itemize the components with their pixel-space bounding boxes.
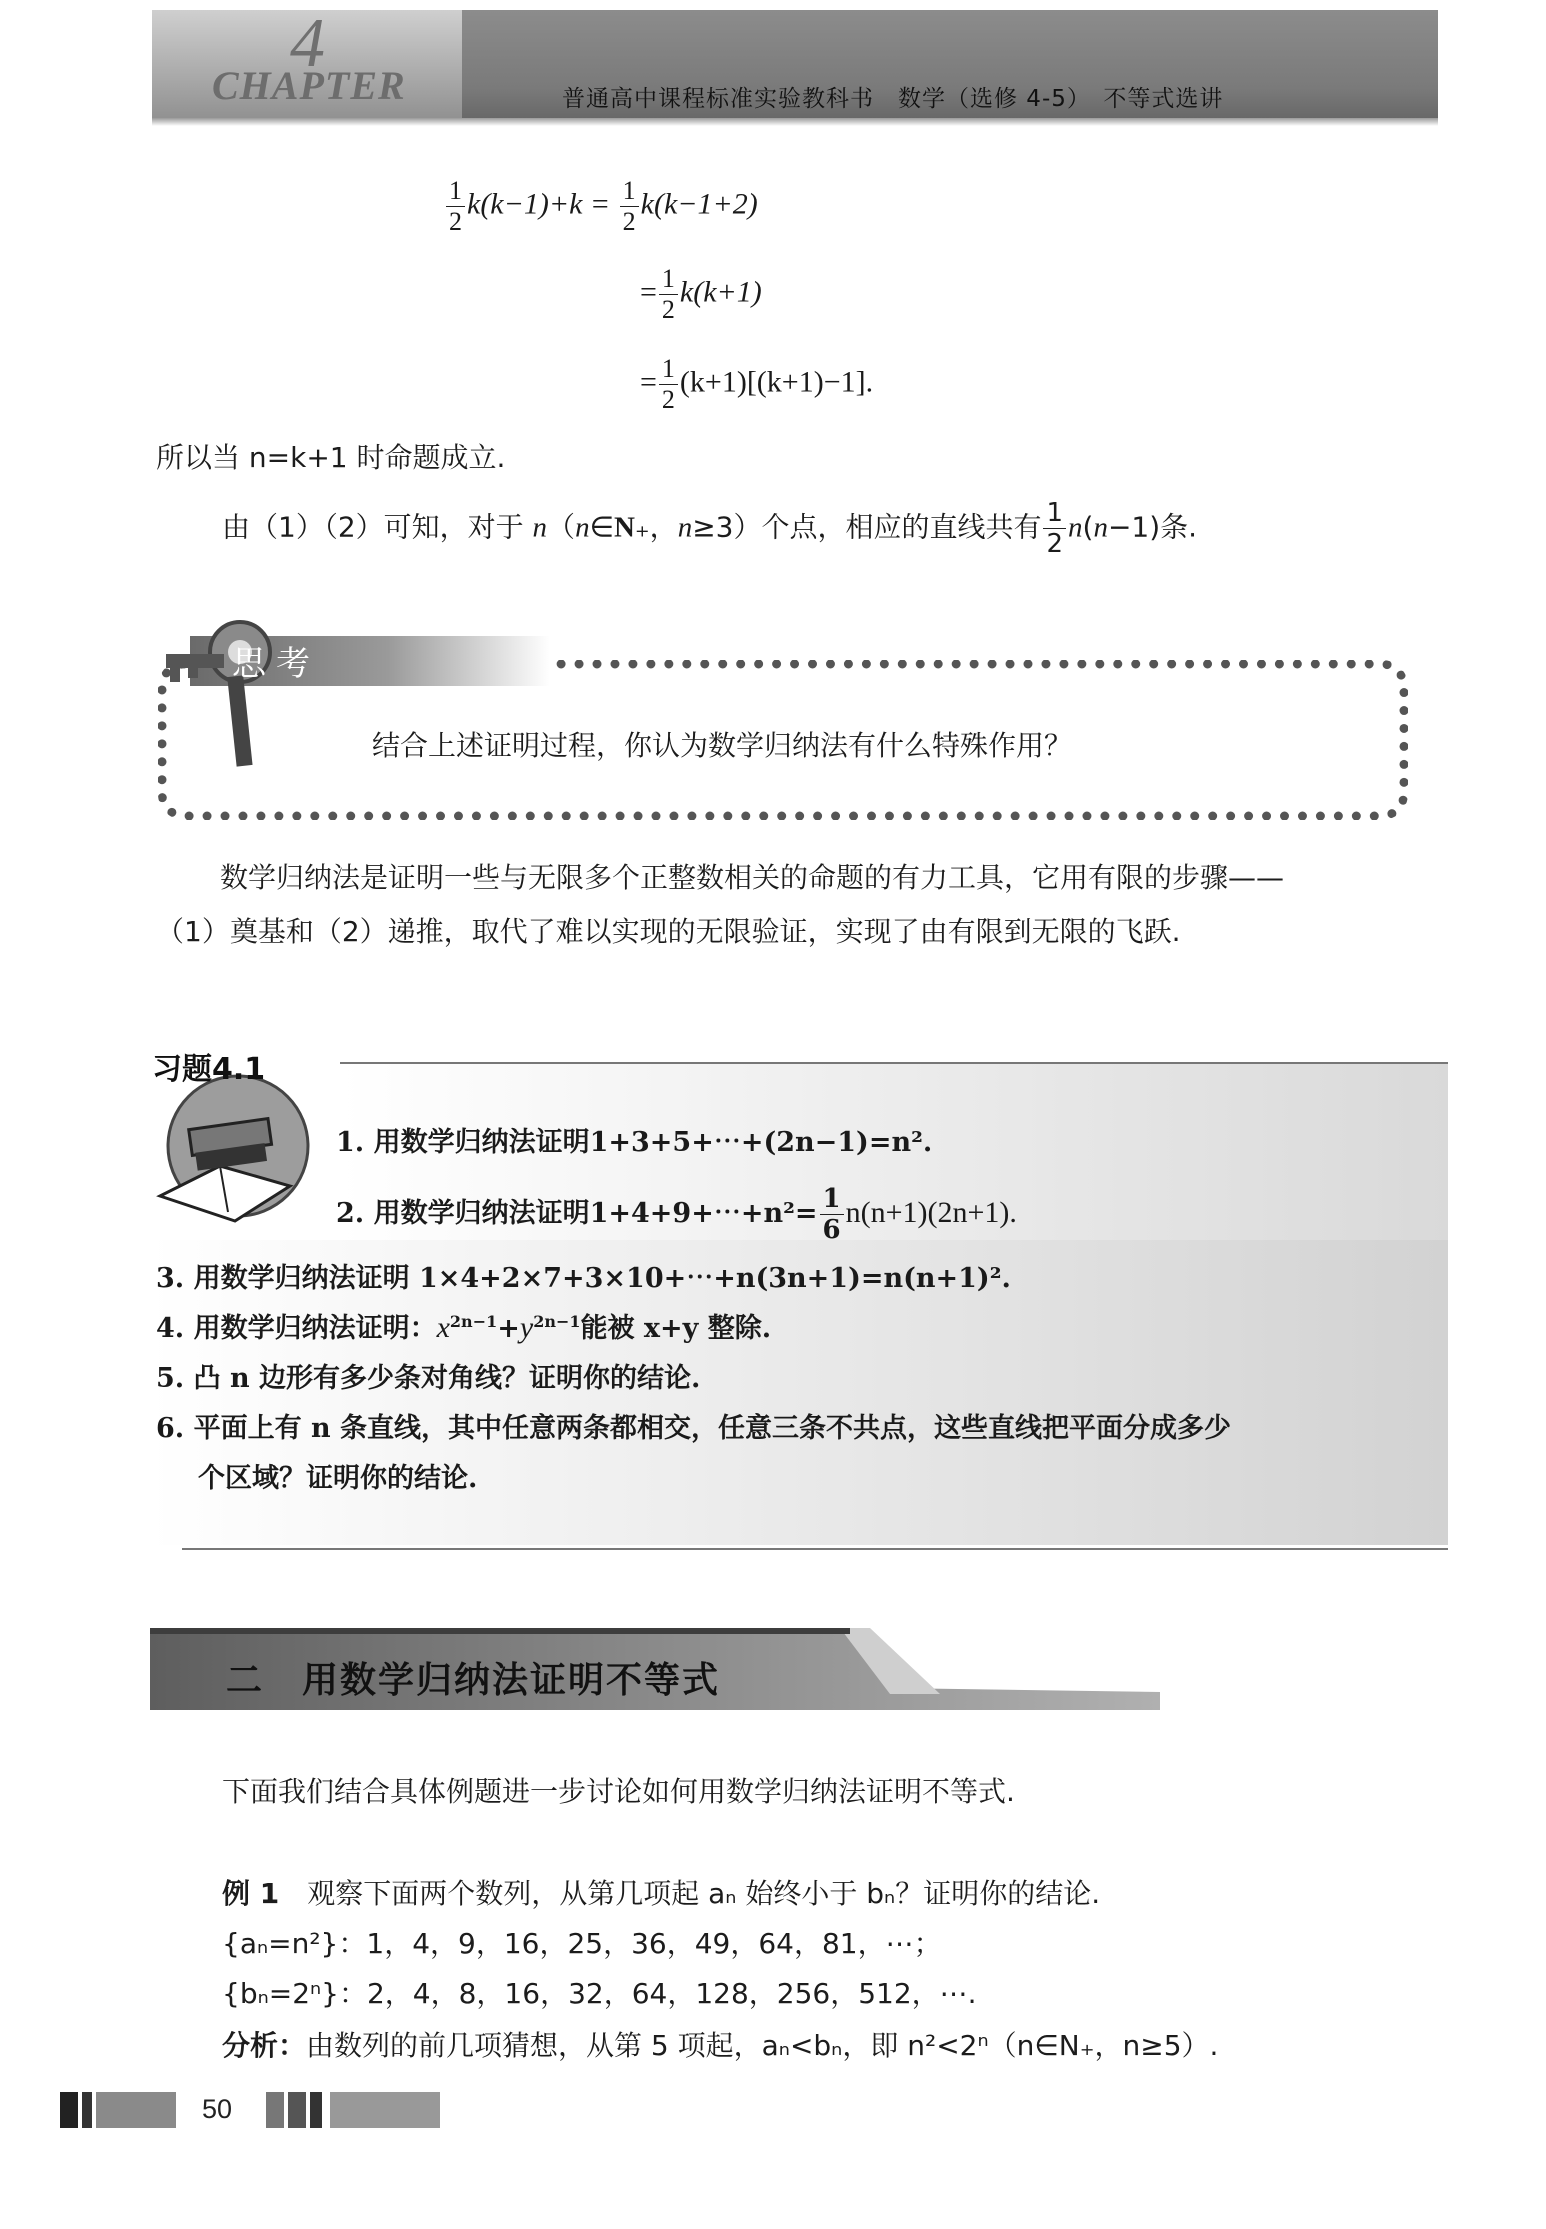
intro-text: 下面我们结合具体例题进一步讨论如何用数学归纳法证明不等式. <box>222 1775 1015 1808</box>
chapter-number: 4 <box>290 5 325 82</box>
exercise-item-5: 5. 凸 n 边形有多少条对角线？证明你的结论. <box>156 1363 701 1394</box>
exercise-item-4: 4. 用数学归纳法证明：$x^{2n-1}+y^{2n-1}$能被 x+y 整除. <box>156 1311 772 1344</box>
page-header <box>152 5 1438 122</box>
paragraph-line-2: （1）奠基和（2）递推，取代了难以实现的无限验证，实现了由有限到无限的飞跃. <box>156 915 1181 948</box>
think-label: 思考 <box>232 644 320 684</box>
header-shadow <box>152 118 1438 126</box>
derivation-line-1: $\frac{1}{2}$ k(k−1)+k = $\frac{1}{2}$ k(k−1+2) <box>444 178 758 235</box>
fraction: $\frac{1}{2}$ <box>446 178 465 235</box>
derivation-line-3: = $\frac{1}{2}$ (k+1)[(k+1)−1]. <box>640 354 874 414</box>
exercise-item-6-cont: 个区域？证明你的结论. <box>198 1463 478 1494</box>
derivation-line-2: = $\frac{1}{2}$ k(k+1) <box>640 264 762 324</box>
analysis-line: 分析：由数列的前几项猜想，从第 5 项起，aₙ<bₙ，即 n²<2ⁿ（n∈N₊，n≥5）. <box>222 2029 1219 2062</box>
sequence-a: {aₙ=n²}：1，4，9，16，25，36，49，64，81，⋯； <box>222 1927 942 1960</box>
exercise-top-rule <box>340 1062 1448 1064</box>
exercise-item-3: 3. 用数学归纳法证明 1×4+2×7+3×10+⋯+n(3n+1)=n(n+1)². <box>156 1263 1011 1294</box>
exercise-item-1: 1. 用数学归纳法证明1+3+5+⋯+(2n−1)=n². <box>336 1127 933 1158</box>
think-question: 结合上述证明过程，你认为数学归纳法有什么特殊作用？ <box>372 729 1073 762</box>
fraction: $\frac{1}{2}$ <box>620 178 639 235</box>
example-line: 例 1 观察下面两个数列，从第几项起 aₙ 始终小于 bₙ？证明你的结论. <box>222 1877 1101 1910</box>
header-title: 普通高中课程标准实验教科书 数学（选修 4-5） 不等式选讲 <box>562 86 1224 112</box>
page-number: 50 <box>202 2094 233 2124</box>
exercise-bottom-rule <box>182 1548 1448 1550</box>
paragraph-line-1: 数学归纳法是证明一些与无限多个正整数相关的命题的有力工具，它用有限的步骤—— <box>220 861 1285 894</box>
exercise-label: 习题4.1 <box>152 1052 266 1087</box>
analysis-label: 分析： <box>222 2029 307 2062</box>
exercise-item-2: 2. 用数学归纳法证明1+4+9+⋯+n²= $\frac{1}{6}$ n(n+1)(2n+1). <box>336 1184 1017 1245</box>
example-label: 例 1 <box>222 1877 280 1910</box>
conclusion-line-1: 所以当 n=k+1 时命题成立. <box>156 441 506 474</box>
footer-decoration <box>60 2090 440 2132</box>
chapter-word: CHAPTER <box>212 63 406 108</box>
conclusion-line-2: 由（1）（2）可知，对于 n（n∈N₊，n≥3）个点，相应的直线共有 $\frac{1}{2}$ n(n−1)条. <box>222 498 1198 559</box>
sequence-b: {bₙ=2ⁿ}：2，4，8，16，32，64，128，256，512，⋯. <box>222 1977 977 2010</box>
exercise-item-6: 6. 平面上有 n 条直线，其中任意两条都相交，任意三条不共点，这些直线把平面分成多少 <box>156 1413 1232 1444</box>
section-title: 二 用数学归纳法证明不等式 <box>226 1660 721 1701</box>
